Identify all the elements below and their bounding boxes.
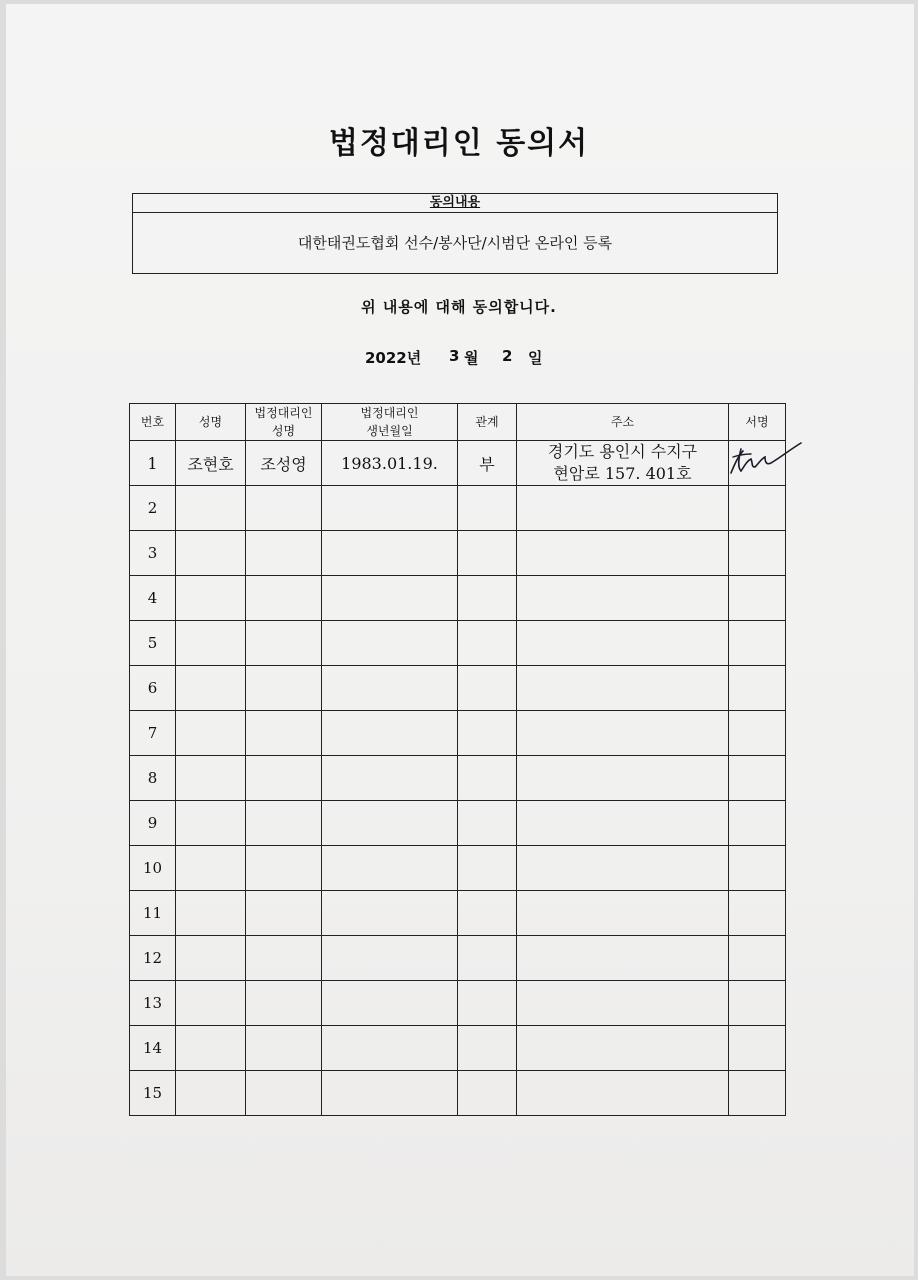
header-guardian-line1: 법정대리인 bbox=[254, 406, 313, 420]
consent-header-label: 동의내용 bbox=[429, 195, 481, 210]
cell-relation: 부 bbox=[458, 441, 517, 486]
cell-no: 8 bbox=[130, 756, 176, 801]
table-row bbox=[130, 756, 786, 801]
header-guardian-birth bbox=[322, 404, 458, 441]
cell-no: 5 bbox=[130, 621, 176, 666]
header-guardian-name bbox=[246, 404, 322, 441]
header-address: 주소 bbox=[517, 404, 729, 441]
table-row bbox=[130, 441, 786, 486]
header-name: 성명 bbox=[176, 404, 246, 441]
consent-content-box bbox=[132, 193, 778, 274]
cell-birth: 1983.01.19. bbox=[322, 441, 458, 486]
cell-guardian: 조성영 bbox=[246, 441, 322, 486]
cell-no: 3 bbox=[130, 531, 176, 576]
cell-name: 조현호 bbox=[176, 441, 246, 486]
date-month-label: 월 bbox=[464, 349, 479, 367]
table-row bbox=[130, 936, 786, 981]
table-row bbox=[130, 531, 786, 576]
date-day-label: 일 bbox=[528, 349, 543, 367]
table-row bbox=[130, 1071, 786, 1116]
date-day-value: 2 bbox=[502, 347, 513, 365]
header-birth-line1: 법정대리인 bbox=[360, 406, 419, 420]
document-title: 법정대리인 동의서 bbox=[328, 126, 590, 161]
cell-no: 10 bbox=[130, 846, 176, 891]
cell-no: 12 bbox=[130, 936, 176, 981]
date-year: 2022년 bbox=[365, 349, 422, 367]
cell-address bbox=[517, 441, 729, 486]
table-row bbox=[130, 801, 786, 846]
cell-no: 1 bbox=[130, 441, 176, 486]
agree-statement: 위 내용에 대해 동의합니다. bbox=[361, 298, 557, 316]
table-row bbox=[130, 576, 786, 621]
cell-no: 2 bbox=[130, 486, 176, 531]
cell-no: 7 bbox=[130, 711, 176, 756]
consent-header bbox=[133, 194, 777, 213]
table-row bbox=[130, 666, 786, 711]
cell-signature bbox=[729, 441, 786, 486]
cell-no: 11 bbox=[130, 891, 176, 936]
cell-no: 4 bbox=[130, 576, 176, 621]
header-signature: 서명 bbox=[729, 404, 786, 441]
table-row bbox=[130, 891, 786, 936]
address-line1: 경기도 용인시 수지구 bbox=[547, 442, 698, 461]
cell-no: 14 bbox=[130, 1026, 176, 1071]
handwritten-signature bbox=[725, 427, 805, 487]
header-birth-line2: 생년월일 bbox=[366, 424, 413, 438]
table-row bbox=[130, 846, 786, 891]
table-row bbox=[130, 981, 786, 1026]
table-row bbox=[130, 1026, 786, 1071]
header-guardian-line2: 성명 bbox=[271, 424, 296, 438]
table-row bbox=[130, 621, 786, 666]
address-line2: 현암로 157. 401호 bbox=[553, 464, 692, 483]
date-month-value: 3 bbox=[449, 347, 460, 365]
table-header-row bbox=[130, 404, 786, 441]
cell-no: 15 bbox=[130, 1071, 176, 1116]
header-no: 번호 bbox=[130, 404, 176, 441]
header-relation: 관계 bbox=[458, 404, 517, 441]
table-row bbox=[130, 486, 786, 531]
consent-table bbox=[129, 403, 786, 1116]
cell-no: 9 bbox=[130, 801, 176, 846]
table-row bbox=[130, 711, 786, 756]
cell-no: 13 bbox=[130, 981, 176, 1026]
cell-no: 6 bbox=[130, 666, 176, 711]
consent-text: 대한태권도협회 선수/봉사단/시범단 온라인 등록 bbox=[297, 234, 613, 252]
